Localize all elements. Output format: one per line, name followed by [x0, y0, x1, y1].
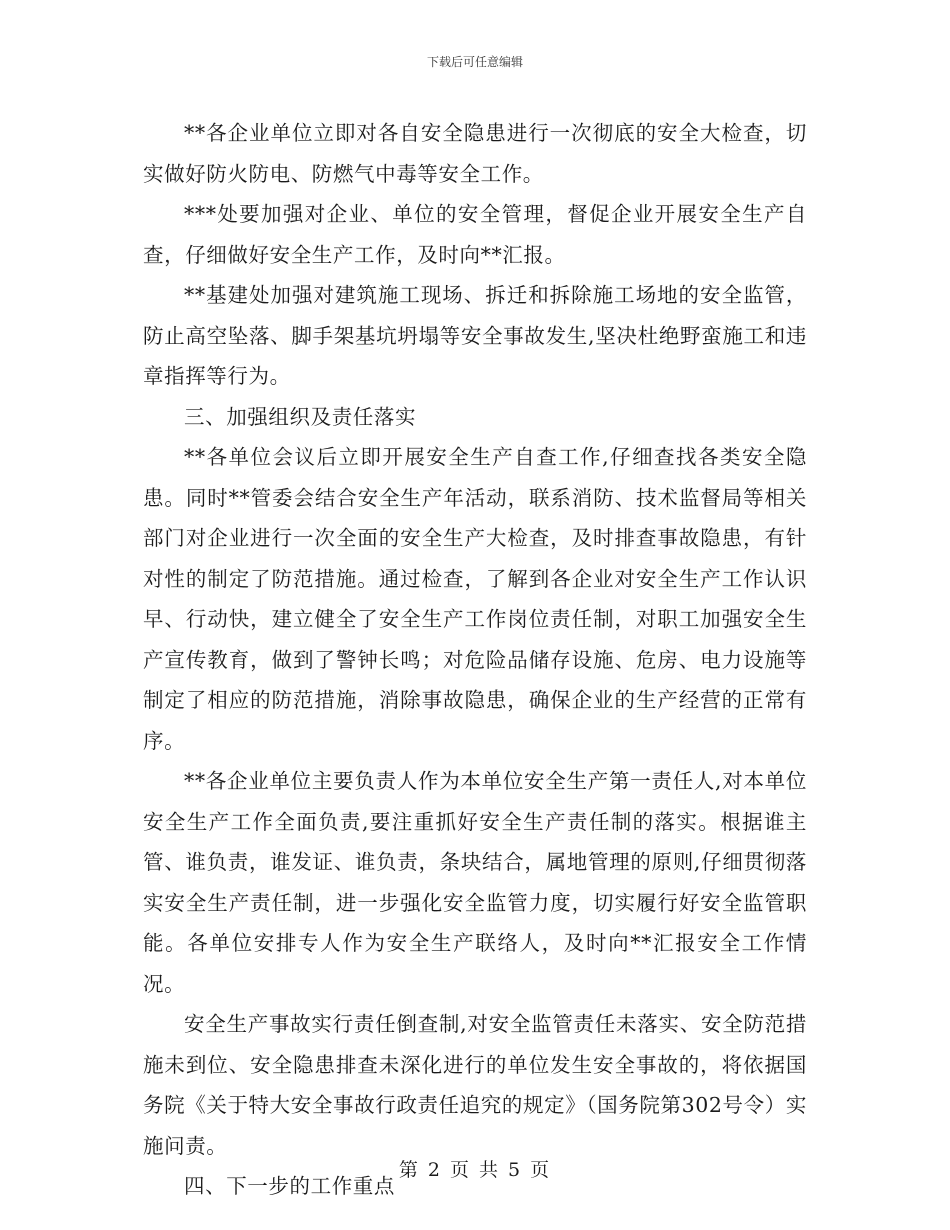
paragraph-safety-inspection: **各企业单位立即对各自安全隐患进行一次彻底的安全大检查，切实做好防火防电、防燃气中毒等安全工作。 — [143, 121, 807, 186]
paragraph-construction-supervision: **基建处加强对建筑施工现场、拆迁和拆除施工场地的安全监管，防止高空坠落、脚手架基坑坍塌等安全事故发生,坚决杜绝野蛮施工和违章指挥等行为。 — [143, 283, 807, 388]
document-body — [143, 113, 807, 1207]
section-heading-4: 四、下一步的工作重点 — [184, 1174, 395, 1198]
section-heading-3: 三、加强组织及责任落实 — [184, 404, 417, 429]
paragraph-accountability: 安全生产事故实行责任倒查制,对安全监管责任未落实、安全防范措施未到位、安全隐患排查未深化进行的单位发生安全事故的，将依据国务院《关于特大安全事故行政责任追究的规定》（国务院第302号令）实施问责。 — [143, 1012, 807, 1158]
paragraph-self-inspection: **各单位会议后立即开展安全生产自查工作,仔细查找各类安全隐患。同时**管委会结合安全生产年活动，联系消防、技术监督局等相关部门对企业进行一次全面的安全生产大检查，及时排查事故隐患，有针对性的制定了防范措施。通过检查，了解到各企业对安全生产工作认识早、行动快，建立健全了安全生产工作岗位责任制，对职工加强安全生产宣传教育，做到了警钟长鸣；对危险品储存设施、危房、电力设施等制定了相应的防范措施，消除事故隐患，确保企业的生产经营的正常有序。 — [143, 445, 807, 753]
page-header: 下载后可任意编辑 — [426, 55, 523, 69]
paragraph-responsibility: **各企业单位主要负责人作为本单位安全生产第一责任人,对本单位安全生产工作全面负责,要注重抓好安全生产责任制的落实。根据谁主管、谁负责，谁发证、谁负责，条块结合，属地管理的原则,仔细贯彻落实安全生产责任制，进一步强化安全监管力度，切实履行好安全监管职能。各单位安排专人作为安全生产联络人，及时向**汇报安全工作情况。 — [143, 769, 807, 996]
paragraph-safety-management: ***处要加强对企业、单位的安全管理，督促企业开展安全生产自查，仔细做好安全生产工作，及时向**汇报。 — [143, 202, 807, 267]
page-number-label: 第 2 页 共 5 页 — [398, 1159, 552, 1181]
page-number — [0, 1155, 950, 1182]
